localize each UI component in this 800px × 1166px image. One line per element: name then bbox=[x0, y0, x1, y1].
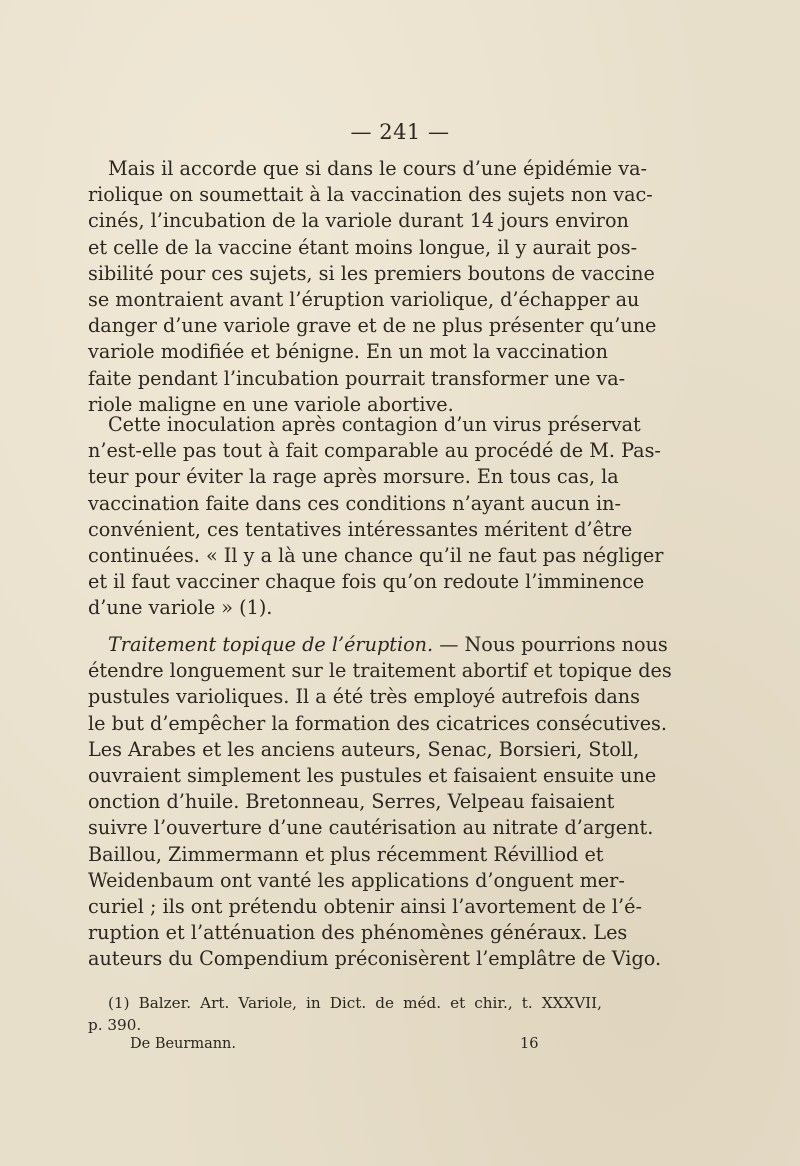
text-line: pustules varioliques. Il a été très employé autrefois dans bbox=[88, 685, 641, 709]
footnote bbox=[88, 992, 602, 1036]
paragraph-inoculation bbox=[88, 412, 664, 622]
text-line: faite pendant l’incubation pourrait transformer une va- bbox=[88, 366, 626, 390]
text-line: Les Arabes et les anciens auteurs, Senac, Borsieri, Stoll, bbox=[88, 737, 640, 761]
paragraph-traitement-topique bbox=[88, 632, 672, 973]
text-line: sibilité pour ces sujets, si les premiers boutons de vaccine bbox=[88, 261, 655, 285]
text-line: Baillou, Zimmermann et plus récemment Révilliod et bbox=[88, 842, 604, 866]
footnote-line: (1) Balzer. Art. Variole, in Dict. de méd. et chir., t. XXXVII, bbox=[108, 994, 602, 1012]
text-line: se montraient avant l’éruption variolique, d’échapper au bbox=[88, 288, 640, 312]
text-line: Weidenbaum ont vanté les applications d’onguent mer- bbox=[88, 868, 625, 892]
text-line: cinés, l’incubation de la variole durant 14 jours environ bbox=[88, 209, 629, 233]
text-line: riole maligne en une variole abortive. bbox=[88, 392, 454, 416]
text-line: n’est-elle pas tout à fait comparable au procédé de M. Pas- bbox=[88, 439, 661, 463]
section-heading: Traitement topique de l’éruption. bbox=[108, 633, 434, 656]
text-line: onction d’huile. Bretonneau, Serres, Velpeau faisaient bbox=[88, 790, 615, 814]
text-line: suivre l’ouverture d’une cautérisation au nitrate d’argent. bbox=[88, 816, 654, 840]
text-line: Cette inoculation après contagion d’un virus préservat bbox=[108, 413, 641, 436]
text-line: vaccination faite dans ces conditions n’ayant aucun in- bbox=[88, 491, 621, 515]
text-line: et celle de la vaccine étant moins longue, il y aurait pos- bbox=[88, 235, 638, 259]
footnote-line: p. 390. bbox=[88, 1016, 142, 1034]
text-line: danger d’une variole grave et de ne plus présenter qu’une bbox=[88, 314, 657, 338]
text-line: convénient, ces tentatives intéressantes méritent d’être bbox=[88, 517, 633, 541]
footer-author: De Beurmann. bbox=[130, 1036, 237, 1052]
text-line: curiel ; ils ont prétendu obtenir ainsi l’avortement de l’é- bbox=[88, 895, 642, 919]
text-line: continuées. « Il y a là une chance qu’il ne faut pas négliger bbox=[88, 544, 664, 568]
text-line: auteurs du Compendium préconisèrent l’emplâtre de Vigo. bbox=[88, 947, 662, 971]
text-fragment: — Nous pourrions nous bbox=[433, 633, 668, 656]
text-line: le but d’empêcher la formation des cicatrices consécutives. bbox=[88, 711, 667, 735]
text-line: teur pour éviter la rage après morsure. En tous cas, la bbox=[88, 465, 619, 489]
text-line: et il faut vacciner chaque fois qu’on redoute l’imminence bbox=[88, 570, 645, 594]
page-number: — 241 — bbox=[350, 120, 450, 144]
text-line: variole modifiée et bénigne. En un mot la vaccination bbox=[88, 340, 608, 364]
section-heading-line bbox=[88, 632, 668, 658]
text-line: Mais il accorde que si dans le cours d’une épidémie va- bbox=[108, 157, 648, 180]
text-line: d’une variole » (1). bbox=[88, 596, 273, 620]
paragraph-vaccination bbox=[88, 156, 657, 418]
text-line: ruption et l’atténuation des phénomènes généraux. Les bbox=[88, 921, 628, 945]
text-line: ouvraient simplement les pustules et faisaient ensuite une bbox=[88, 764, 657, 788]
text-line: étendre longuement sur le traitement abortif et topique des bbox=[88, 659, 672, 683]
signature-mark: 16 bbox=[520, 1036, 539, 1052]
text-line: riolique on soumettait à la vaccination des sujets non vac- bbox=[88, 183, 653, 207]
